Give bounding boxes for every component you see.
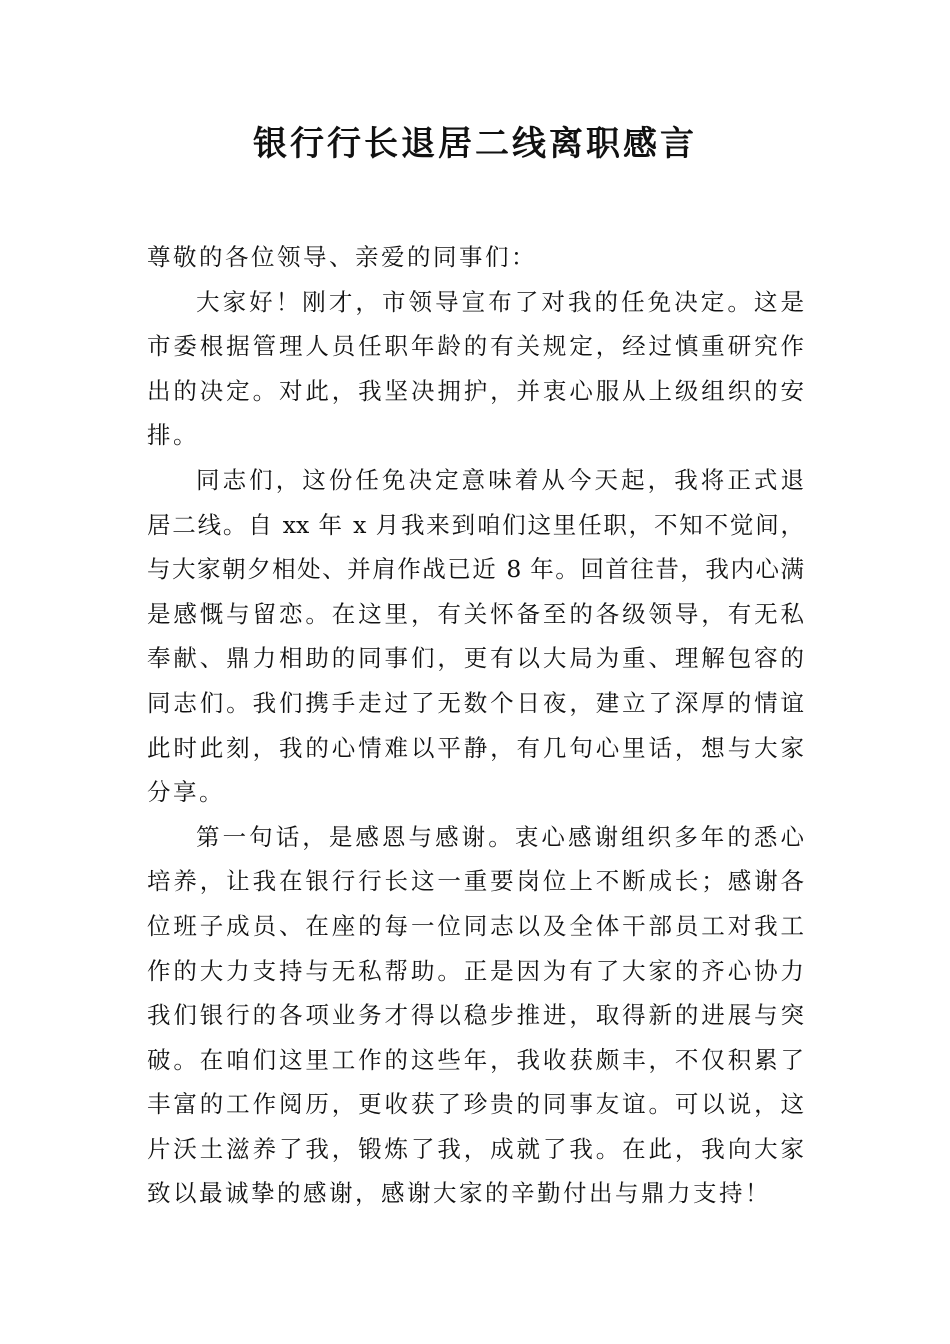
text-line: 破。在咱们这里工作的这些年，我收获颇丰，不仅积累了 — [147, 1045, 804, 1074]
text-line: 片沃土滋养了我，锻炼了我，成就了我。在此，我向大家 — [147, 1134, 804, 1163]
paragraph — [147, 458, 804, 815]
text-line: 我们银行的各项业务才得以稳步推进，取得新的进展与突 — [147, 1001, 804, 1030]
text-line: 致以最诚挚的感谢，感谢大家的辛勤付出与鼎力支持！ — [147, 1179, 771, 1208]
text-line: 尊敬的各位领导、亲爱的同事们： — [147, 243, 537, 271]
text-line: 排。 — [147, 421, 199, 450]
text-line: 同志们，这份任免决定意味着从今天起，我将正式退 — [196, 465, 804, 494]
paragraph — [147, 280, 804, 458]
text-line: 大家好！刚才，市领导宣布了对我的任免决定。这是 — [196, 287, 804, 316]
text-line: 位班子成员、在座的每一位同志以及全体干部员工对我工 — [147, 911, 804, 940]
paragraph — [147, 815, 804, 1216]
text-line: 此时此刻，我的心情难以平静，有几句心里话，想与大家 — [147, 733, 804, 762]
text-line: 作的大力支持与无私帮助。正是因为有了大家的齐心协力 — [147, 956, 804, 985]
text-line: 出的决定。对此，我坚决拥护，并衷心服从上级组织的安 — [147, 376, 804, 405]
text-line: 第一句话，是感恩与感谢。衷心感谢组织多年的悉心 — [196, 822, 804, 851]
text-line: 丰富的工作阅历，更收获了珍贵的同事友谊。可以说，这 — [147, 1090, 804, 1119]
document-body — [147, 235, 804, 1216]
document-title: 银行行长退居二线离职感言 — [253, 124, 697, 164]
text-line: 培养，让我在银行行长这一重要岗位上不断成长；感谢各 — [147, 867, 804, 896]
text-line: 与大家朝夕相处、并肩作战已近 8 年。回首往昔，我内心满 — [147, 555, 804, 584]
text-line: 市委根据管理人员任职年龄的有关规定，经过慎重研究作 — [147, 332, 804, 361]
paragraph — [147, 235, 804, 280]
text-line: 分享。 — [147, 778, 225, 807]
text-line: 同志们。我们携手走过了无数个日夜，建立了深厚的情谊 — [147, 688, 804, 717]
text-line: 是感慨与留恋。在这里，有关怀备至的各级领导，有无私 — [147, 599, 804, 628]
text-line: 奉献、鼎力相助的同事们，更有以大局为重、理解包容的 — [147, 644, 804, 673]
text-line: 居二线。自 xx 年 x 月我来到咱们这里任职，不知不觉间， — [147, 510, 804, 539]
